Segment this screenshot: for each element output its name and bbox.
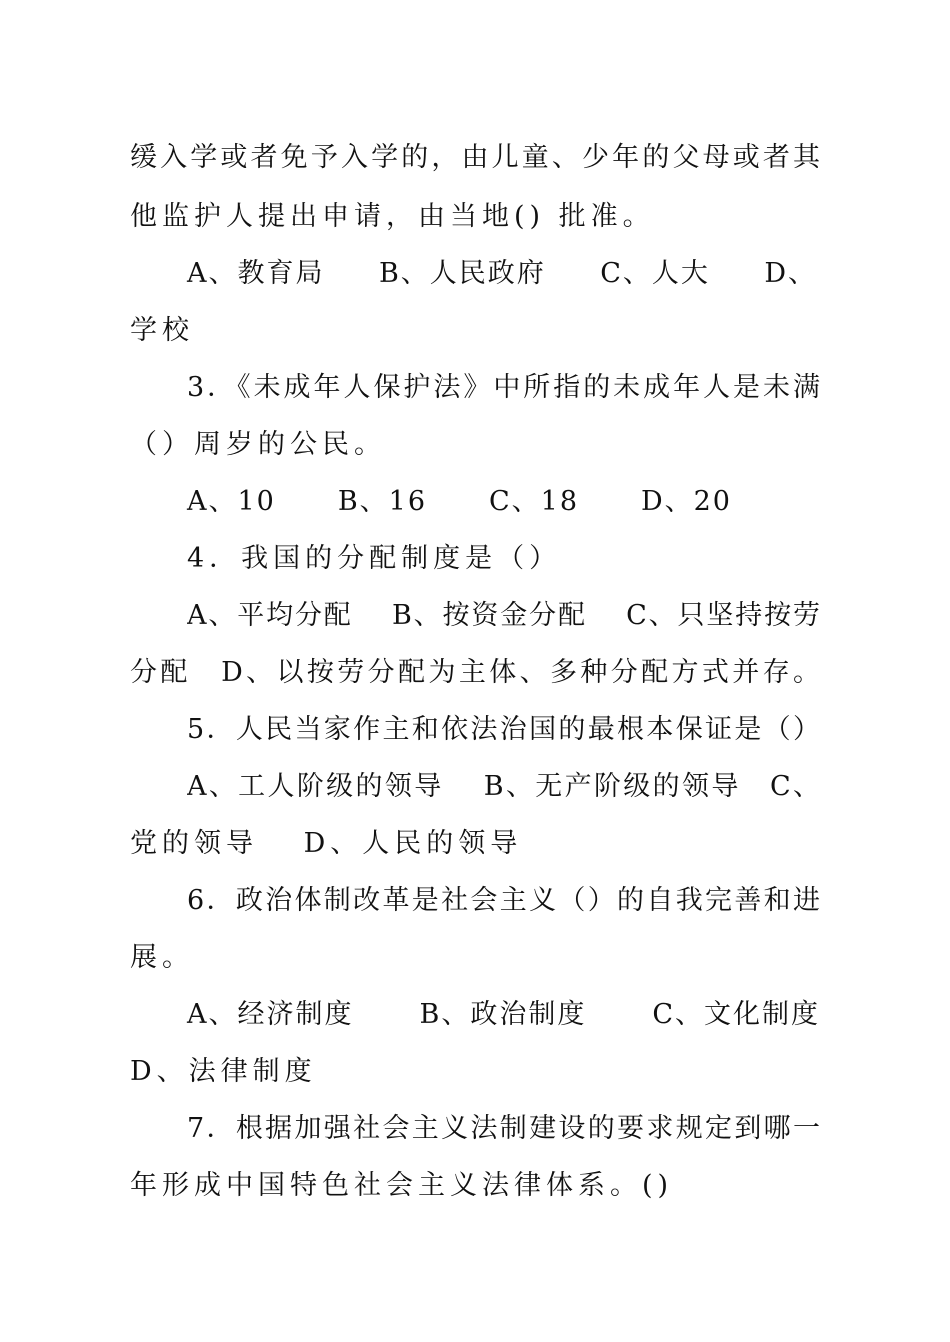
option-d: D、20 <box>640 486 732 517</box>
option-a: A、10 <box>187 486 276 517</box>
text-line: A、工人阶级的领导 B、无产阶级的领导 C、 <box>187 771 820 802</box>
text-line: A、平均分配 B、按资金分配 C、只坚持按劳 <box>187 600 820 631</box>
question-5: 5．人民当家作主和依法治国的最根本保证是（） <box>187 714 820 745</box>
option-c: C、18 <box>489 486 580 517</box>
text-line: 党的领导 D、人民的领导 <box>130 828 523 859</box>
text-line: 年形成中国特色社会主义法律体系。() <box>130 1170 674 1201</box>
text-line: 学校 <box>130 315 194 346</box>
options-row <box>187 482 732 522</box>
text-line: 展。 <box>130 942 194 973</box>
question-3: 3．《未成年人保护法》中所指的未成年人是未满 <box>187 372 820 403</box>
text-line: D、法律制度 <box>130 1056 317 1087</box>
question-7: 7．根据加强社会主义法制建设的要求规定到哪一 <box>187 1113 820 1144</box>
question-6: 6．政治体制改革是社会主义（）的自我完善和进 <box>187 885 820 916</box>
options-row <box>187 254 817 294</box>
option-d: D、 <box>764 258 817 289</box>
option-b: B、16 <box>337 486 428 517</box>
text-line: 他监护人提出申请，由当地() 批准。 <box>130 201 655 232</box>
option-b: B、人民政府 <box>378 258 546 289</box>
option-c: C、文化制度 <box>652 999 820 1030</box>
option-c: C、人大 <box>600 258 710 289</box>
text-line: 缓入学或者免予入学的，由儿童、少年的父母或者其 <box>130 142 820 173</box>
options-row <box>187 995 820 1035</box>
text-line: 分配 D、以按劳分配为主体、多种分配方式并存。 <box>130 657 820 688</box>
text-line: （）周岁的公民。 <box>130 429 386 460</box>
question-4: 4．我国的分配制度是（） <box>187 543 562 574</box>
option-a: A、教育局 <box>187 258 325 289</box>
option-a: A、经济制度 <box>187 999 354 1030</box>
option-b: B、政治制度 <box>419 999 587 1030</box>
